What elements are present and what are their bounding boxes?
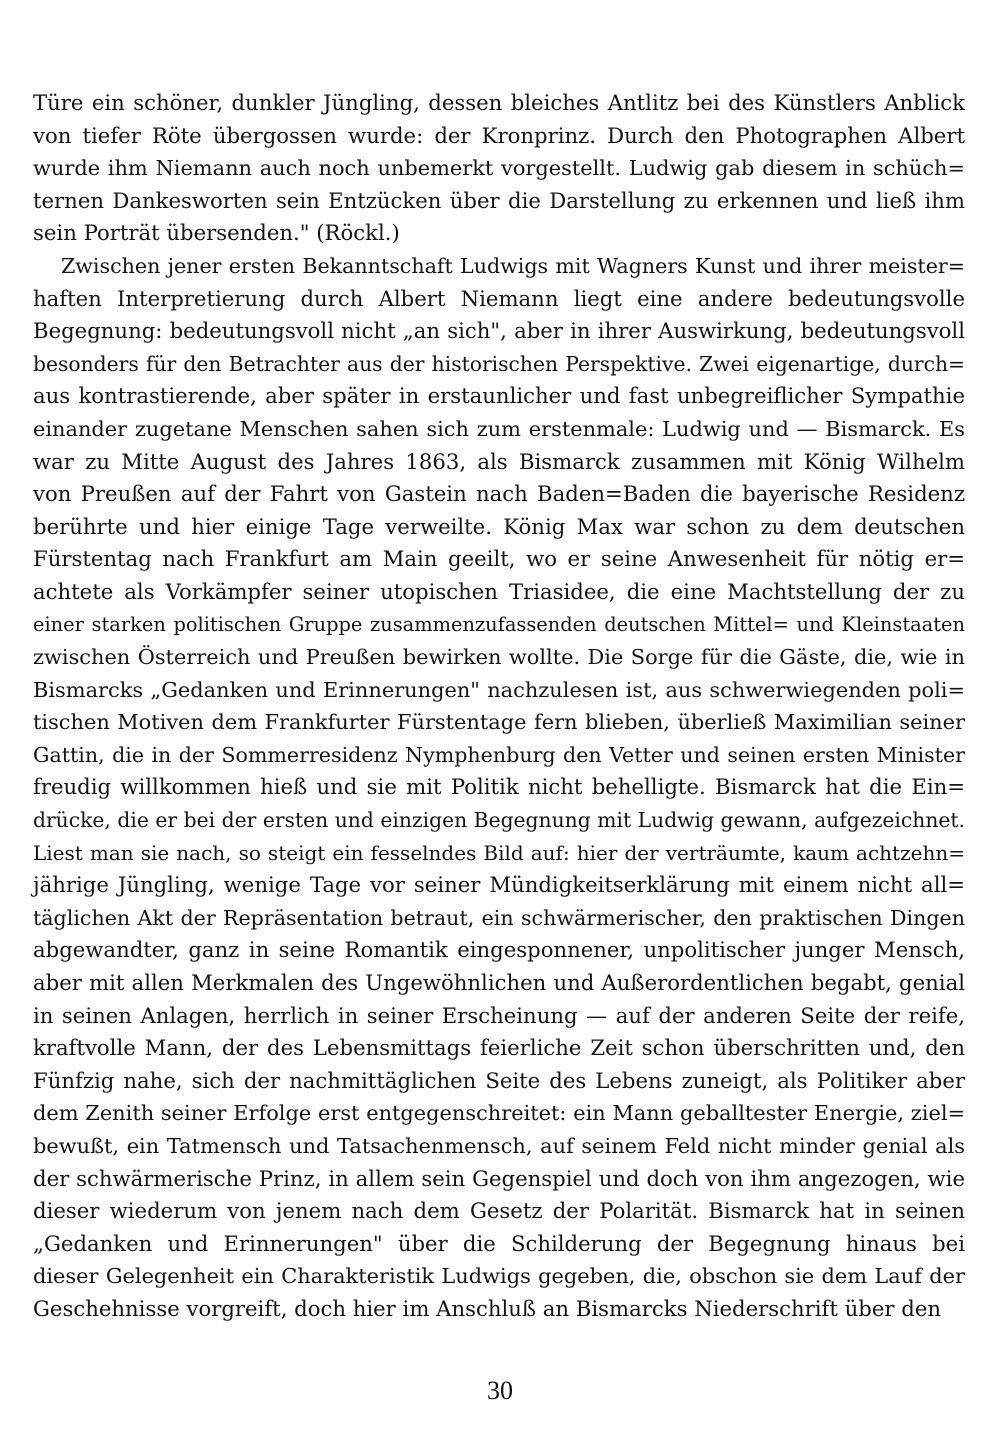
text-line: sein Porträt übersenden." (Röckl.) bbox=[33, 220, 400, 246]
text-line: Fürstentag nach Frankfurt am Main geeilt, wo er seine Anwesenheit für nötig er= bbox=[33, 546, 965, 572]
text-line: einer starken politischen Gruppe zusammenzufassenden deutschen Mittel= und Kleinstaaten bbox=[33, 612, 965, 636]
text-line: Begegnung: bedeutungsvoll nicht „an sich", aber in ihrer Auswirkung, bedeutungsvoll bbox=[33, 318, 965, 344]
text-line: „Gedanken und Erinnerungen" über die Schilderung der Begegnung hinaus bei bbox=[33, 1230, 965, 1256]
text-line: kraftvolle Mann, der des Lebensmittags feierliche Zeit schon überschritten und, den bbox=[33, 1035, 965, 1061]
text-line: Bismarcks „Gedanken und Erinnerungen" nachzulesen ist, aus schwerwiegenden poli= bbox=[33, 677, 965, 702]
text-line: aus kontrastierende, aber später in erstaunlicher und fast unbegreiflicher Sympathie bbox=[33, 383, 965, 409]
text-line: Gattin, die in der Sommerresidenz Nymphenburg den Vetter und seinen ersten Minister bbox=[33, 742, 965, 767]
text-line: einander zugetane Menschen sahen sich zum erstenmale: Ludwig und — Bismarck. Es bbox=[33, 416, 965, 441]
text-line: Fünfzig nahe, sich der nachmittäglichen Seite des Lebens zuneigt, als Politiker aber bbox=[33, 1067, 965, 1093]
text-line: von Preußen auf der Fahrt von Gastein nach Baden=Baden die bayerische Residenz bbox=[33, 481, 965, 507]
text-line: war zu Mitte August des Jahres 1863, als Bismarck zusammen mit König Wilhelm bbox=[33, 448, 965, 474]
text-line: Geschehnisse vorgreift, doch hier im Anschluß an Bismarcks Niederschrift über den bbox=[33, 1295, 942, 1321]
text-line: jährige Jüngling, wenige Tage vor seiner Mündigkeitserklärung mit einem nicht all= bbox=[33, 872, 965, 898]
text-line: wurde ihm Niemann auch noch unbemerkt vorgestellt. Ludwig gab diesem in schüch= bbox=[33, 156, 965, 181]
text-line: von tiefer Röte übergossen wurde: der Kronprinz. Durch den Photographen Albert bbox=[33, 122, 965, 148]
text-line: berührte und hier einige Tage verweilte. König Max war schon zu dem deutschen bbox=[33, 513, 965, 539]
text-line: Türe ein schöner, dunkler Jüngling, dessen bleiches Antlitz bei des Künstlers Anblick bbox=[33, 90, 965, 115]
text-line: dem Zenith seiner Erfolge erst entgegenschreitet: ein Mann geballtester Energie, ziel= bbox=[33, 1101, 965, 1126]
text-line: Zwischen jener ersten Bekanntschaft Ludwigs mit Wagners Kunst und ihrer meister= bbox=[61, 253, 965, 278]
page-number: 30 bbox=[487, 1376, 513, 1405]
text-line: drücke, die er bei der ersten und einzigen Begegnung mit Ludwig gewann, aufgezeichnet. bbox=[33, 808, 965, 833]
text-line: zwischen Österreich und Preußen bewirken wollte. Die Sorge für die Gäste, die, wie in bbox=[33, 645, 965, 670]
text-line: besonders für den Betrachter aus der historischen Perspektive. Zwei eigenartige, durch= bbox=[33, 351, 965, 376]
text-line: aber mit allen Merkmalen des Ungewöhnlichen und Außerordentlichen begabt, genial bbox=[33, 970, 965, 996]
text-line: täglichen Akt der Repräsentation betraut, ein schwärmerischer, den praktischen Dingen bbox=[33, 905, 965, 930]
text-line: ternen Dankesworten sein Entzücken über die Darstellung zu erkennen und ließ ihm bbox=[33, 187, 965, 213]
text-line: der schwärmerische Prinz, in allem sein Gegenspiel und doch von ihm angezogen, wie bbox=[33, 1165, 965, 1191]
text-line: dieser wiederum von jenem nach dem Gesetz der Polarität. Bismarck hat in seinen bbox=[33, 1198, 965, 1224]
text-line: bewußt, ein Tatmensch und Tatsachenmensch, auf seinem Feld nicht minder genial als bbox=[33, 1134, 965, 1158]
body-text bbox=[33, 87, 965, 1326]
text-line: in seinen Anlagen, herrlich in seiner Erscheinung — auf der anderen Seite der reife, bbox=[33, 1002, 965, 1028]
text-line: abgewandter, ganz in seine Romantik eingesponnener, unpolitischer junger Mensch, bbox=[33, 937, 965, 963]
text-line: tischen Motiven dem Frankfurter Fürstentage fern blieben, überließ Maximilian seiner bbox=[33, 710, 965, 735]
text-line: freudig willkommen hieß und sie mit Politik nicht behelligte. Bismarck hat die Ein= bbox=[33, 774, 965, 800]
text-line: Liest man sie nach, so steigt ein fesselndes Bild auf: hier der verträumte, kaum achtzehn= bbox=[33, 840, 965, 865]
text-line: dieser Gelegenheit ein Charakteristik Ludwigs gegeben, die, obschon sie dem Lauf der bbox=[33, 1264, 965, 1289]
text-line: haften Interpretierung durch Albert Niemann liegt eine andere bedeutungsvolle bbox=[33, 285, 965, 311]
text-line: achtete als Vorkämpfer seiner utopischen Triasidee, die eine Machtstellung der zu bbox=[33, 578, 965, 604]
